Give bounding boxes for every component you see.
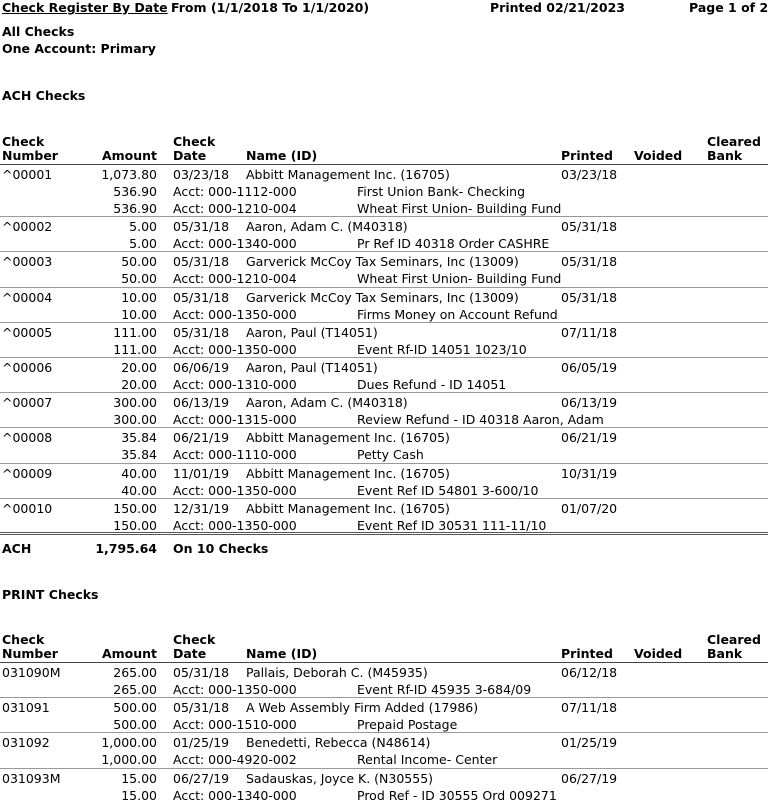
row-divider xyxy=(0,463,768,464)
payee-name: Pallais, Deborah C. (M45935) xyxy=(246,665,428,680)
header-check: Check xyxy=(2,134,45,149)
check-number: ^00008 xyxy=(2,430,53,446)
distribution-description: Wheat First Union- Building Fund xyxy=(357,271,562,287)
header-voided: Voided xyxy=(634,646,683,661)
payee-name: Aaron, Paul (T14051) xyxy=(246,324,378,340)
check-date: 06/21/19 xyxy=(173,430,230,446)
distribution-account: Acct: 000-1210-004 xyxy=(173,271,297,287)
header-voided: Voided xyxy=(634,148,683,163)
header-check: Check xyxy=(2,632,45,647)
check-date: 05/31/18 xyxy=(173,254,230,270)
check-amount: 40.00 xyxy=(121,465,157,481)
printed-date: 06/13/19 xyxy=(561,395,618,411)
header-check-date: Check xyxy=(173,632,216,647)
payee-name: Garverick McCoy Tax Seminars, Inc (13009) xyxy=(246,254,519,270)
distribution-amount: 20.00 xyxy=(121,377,157,392)
header-amount: Amount xyxy=(101,148,157,163)
distribution-description: Event Ref ID 54801 3-600/10 xyxy=(357,482,539,498)
header-check-date: Check xyxy=(173,134,216,149)
distribution-description: Review Refund - ID 40318 Aaron, Adam xyxy=(357,412,604,428)
distribution-amount: 536.90 xyxy=(113,201,157,216)
payee-name: Garverick McCoy Tax Seminars, Inc (13009) xyxy=(246,289,519,305)
check-number: ^00009 xyxy=(2,465,53,481)
filter-checks: All Checks xyxy=(2,24,75,39)
printed-date: 01/25/19 xyxy=(561,735,618,751)
distribution-account: Acct: 000-1340-000 xyxy=(173,236,297,252)
header-date: Date xyxy=(173,646,207,661)
distribution-amount: 500.00 xyxy=(113,717,157,733)
row-divider xyxy=(0,357,768,358)
distribution-description: First Union Bank- Checking xyxy=(357,184,526,199)
distribution-account: Acct: 000-4920-002 xyxy=(173,752,297,768)
check-number: 031090M xyxy=(2,665,61,680)
check-amount: 20.00 xyxy=(121,360,157,375)
distribution-description: Rental Income- Center xyxy=(357,752,498,768)
distribution-amount: 5.00 xyxy=(129,236,157,252)
check-amount: 265.00 xyxy=(113,665,157,680)
distribution-account: Acct: 000-1510-000 xyxy=(173,717,297,733)
row-divider xyxy=(0,498,768,499)
distribution-amount: 35.84 xyxy=(121,447,157,463)
ach-total-label: ACH xyxy=(2,541,32,556)
check-amount: 35.84 xyxy=(121,430,157,446)
check-number: 031091 xyxy=(2,700,50,716)
print-section-title: PRINT Checks xyxy=(2,587,99,602)
printed-date: 05/31/18 xyxy=(561,254,618,270)
distribution-description: Pr Ref ID 40318 Order CASHRE xyxy=(357,236,550,252)
distribution-description: Prod Ref - ID 30555 Ord 009271 xyxy=(357,787,557,803)
filter-account: One Account: Primary xyxy=(2,41,156,56)
check-date: 05/31/18 xyxy=(173,324,230,340)
distribution-account: Acct: 000-1310-000 xyxy=(173,377,297,392)
distribution-description: Petty Cash xyxy=(357,447,424,463)
distribution-amount: 265.00 xyxy=(113,682,157,697)
row-divider xyxy=(0,697,768,698)
header-divider xyxy=(0,164,768,165)
row-divider xyxy=(0,287,768,288)
distribution-amount: 111.00 xyxy=(113,341,157,357)
printed-date: 10/31/19 xyxy=(561,465,618,481)
distribution-account: Acct: 000-1210-004 xyxy=(173,201,297,216)
header-name: Name (ID) xyxy=(246,148,318,163)
report-title: Check Register By Date xyxy=(2,0,168,15)
distribution-description: Event Rf-ID 14051 1023/10 xyxy=(357,341,527,357)
payee-name: Abbitt Management Inc. (16705) xyxy=(246,430,450,446)
check-date: 01/25/19 xyxy=(173,735,230,751)
header-amount: Amount xyxy=(101,646,157,661)
ach-section-title: ACH Checks xyxy=(2,88,86,103)
distribution-amount: 150.00 xyxy=(113,517,157,533)
payee-name: Abbitt Management Inc. (16705) xyxy=(246,500,450,516)
printed-date: 06/12/18 xyxy=(561,665,618,680)
check-number: 031092 xyxy=(2,735,50,751)
payee-name: Sadauskas, Joyce K. (N30555) xyxy=(246,770,434,786)
ach-total-amount: 1,795.64 xyxy=(95,541,157,556)
payee-name: Aaron, Adam C. (M40318) xyxy=(246,395,408,411)
distribution-description: Event Rf-ID 45935 3-684/09 xyxy=(357,682,532,697)
check-number: ^00004 xyxy=(2,289,53,305)
row-divider xyxy=(0,392,768,393)
page-indicator: Page 1 of 2 xyxy=(689,0,768,15)
header-cleared: Cleared xyxy=(707,632,761,647)
distribution-account: Acct: 000-1350-000 xyxy=(173,517,297,533)
check-amount: 5.00 xyxy=(129,219,157,235)
check-amount: 15.00 xyxy=(121,770,157,786)
distribution-amount: 15.00 xyxy=(121,787,157,803)
check-number: 031093M xyxy=(2,770,61,786)
row-divider xyxy=(0,251,768,252)
ach-total-count: On 10 Checks xyxy=(173,541,269,556)
distribution-amount: 1,000.00 xyxy=(101,752,157,768)
check-number: ^00002 xyxy=(2,219,53,235)
ach-total-divider xyxy=(0,532,768,535)
distribution-account: Acct: 000-1315-000 xyxy=(173,412,297,428)
check-date: 05/31/18 xyxy=(173,665,230,680)
check-number: ^00001 xyxy=(2,167,53,182)
payee-name: A Web Assembly Firm Added (17986) xyxy=(246,700,479,716)
header-divider xyxy=(0,662,768,663)
distribution-account: Acct: 000-1350-000 xyxy=(173,306,297,322)
report-printed-date: Printed 02/21/2023 xyxy=(490,0,625,15)
check-amount: 500.00 xyxy=(113,700,157,716)
check-amount: 10.00 xyxy=(121,289,157,305)
distribution-account: Acct: 000-1350-000 xyxy=(173,482,297,498)
printed-date: 06/21/19 xyxy=(561,430,618,446)
distribution-amount: 10.00 xyxy=(121,306,157,322)
header-cleared: Cleared xyxy=(707,134,761,149)
header-number: Number xyxy=(2,646,58,661)
row-divider xyxy=(0,732,768,733)
check-amount: 1,000.00 xyxy=(101,735,157,751)
header-date: Date xyxy=(173,148,207,163)
header-name: Name (ID) xyxy=(246,646,318,661)
distribution-account: Acct: 000-1112-000 xyxy=(173,184,297,199)
check-amount: 1,073.80 xyxy=(101,167,157,182)
printed-date: 01/07/20 xyxy=(561,500,618,516)
check-number: ^00003 xyxy=(2,254,53,270)
header-printed: Printed xyxy=(561,646,613,661)
distribution-amount: 50.00 xyxy=(121,271,157,287)
printed-date: 06/05/19 xyxy=(561,360,618,375)
row-divider xyxy=(0,768,768,769)
check-date: 05/31/18 xyxy=(173,700,230,716)
distribution-amount: 536.90 xyxy=(113,184,157,199)
row-divider xyxy=(0,216,768,217)
check-date: 06/13/19 xyxy=(173,395,230,411)
payee-name: Benedetti, Rebecca (N48614) xyxy=(246,735,431,751)
check-date: 03/23/18 xyxy=(173,167,230,182)
report-date-range: From (1/1/2018 To 1/1/2020) xyxy=(171,0,370,15)
check-number: ^00006 xyxy=(2,360,53,375)
distribution-account: Acct: 000-1350-000 xyxy=(173,341,297,357)
header-number: Number xyxy=(2,148,58,163)
check-amount: 150.00 xyxy=(113,500,157,516)
distribution-description: Firms Money on Account Refund xyxy=(357,306,558,322)
check-amount: 50.00 xyxy=(121,254,157,270)
payee-name: Aaron, Adam C. (M40318) xyxy=(246,219,408,235)
check-date: 05/31/18 xyxy=(173,219,230,235)
distribution-account: Acct: 000-1110-000 xyxy=(173,447,297,463)
check-number: ^00007 xyxy=(2,395,53,411)
printed-date: 05/31/18 xyxy=(561,289,618,305)
check-date: 05/31/18 xyxy=(173,289,230,305)
distribution-description: Dues Refund - ID 14051 xyxy=(357,377,507,392)
check-amount: 111.00 xyxy=(113,324,157,340)
check-number: ^00005 xyxy=(2,324,53,340)
distribution-account: Acct: 000-1340-000 xyxy=(173,787,297,803)
distribution-amount: 40.00 xyxy=(121,482,157,498)
printed-date: 05/31/18 xyxy=(561,219,618,235)
check-date: 06/27/19 xyxy=(173,770,230,786)
distribution-amount: 300.00 xyxy=(113,412,157,428)
check-amount: 300.00 xyxy=(113,395,157,411)
printed-date: 07/11/18 xyxy=(561,324,618,340)
printed-date: 03/23/18 xyxy=(561,167,618,182)
printed-date: 06/27/19 xyxy=(561,770,618,786)
distribution-description: Wheat First Union- Building Fund xyxy=(357,201,562,216)
check-number: ^00010 xyxy=(2,500,53,516)
check-date: 06/06/19 xyxy=(173,360,230,375)
distribution-description: Prepaid Postage xyxy=(357,717,458,733)
check-date: 11/01/19 xyxy=(173,465,230,481)
distribution-description: Event Ref ID 30531 111-11/10 xyxy=(357,517,547,533)
header-printed: Printed xyxy=(561,148,613,163)
header-bank: Bank xyxy=(707,148,743,163)
payee-name: Abbitt Management Inc. (16705) xyxy=(246,167,450,182)
printed-date: 07/11/18 xyxy=(561,700,618,716)
payee-name: Abbitt Management Inc. (16705) xyxy=(246,465,450,481)
row-divider xyxy=(0,322,768,323)
header-bank: Bank xyxy=(707,646,743,661)
payee-name: Aaron, Paul (T14051) xyxy=(246,360,378,375)
distribution-account: Acct: 000-1350-000 xyxy=(173,682,297,697)
check-date: 12/31/19 xyxy=(173,500,230,516)
row-divider xyxy=(0,427,768,428)
